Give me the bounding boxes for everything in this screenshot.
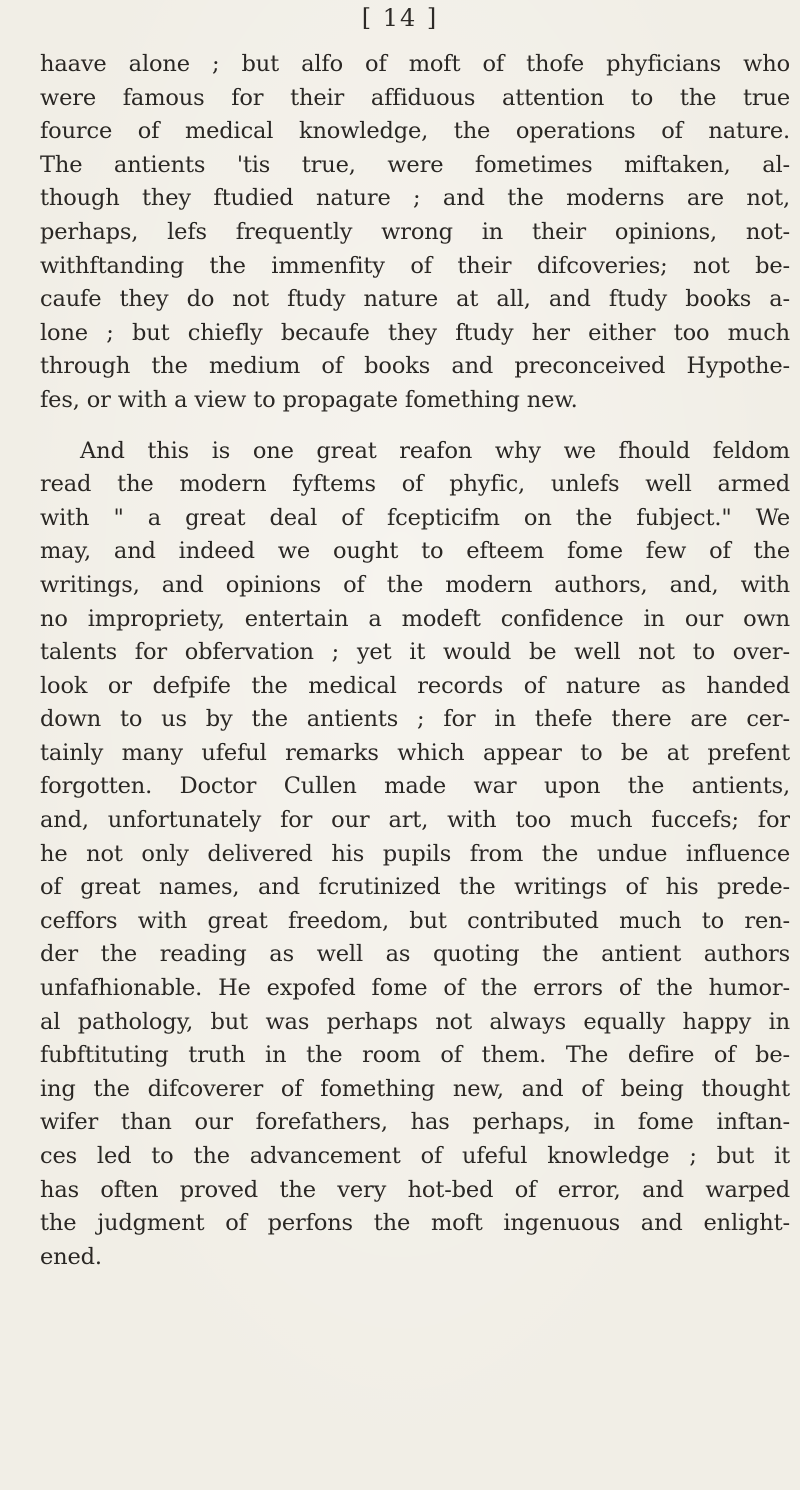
text-line: lone ; but chiefly becaufe they ftudy her either too much [40, 319, 790, 346]
text-line: read the modern fyftems of phyfic, unlefs well armed [40, 471, 790, 498]
text-line: talents for obfervation ; yet it would be well not to over- [40, 639, 790, 666]
text-line: unfafhionable. He expofed fome of the errors of the humor- [40, 975, 790, 1002]
text-line: fource of medical knowledge, the operations of nature. [40, 118, 790, 145]
text-line: ces led to the advancement of ufeful knowledge ; but it [40, 1143, 790, 1169]
text-line: has often proved the very hot-bed of error, and warped [40, 1176, 790, 1203]
paragraph-2 [40, 435, 790, 1275]
body-text [40, 48, 790, 1274]
text-line: der the reading as well as quoting the antient authors [40, 941, 790, 968]
text-line: look or defpife the medical records of nature as handed [40, 672, 790, 699]
text-line: through the medium of books and preconceived Hypothe- [40, 353, 790, 380]
text-line: perhaps, lefs frequently wrong in their opinions, not- [40, 218, 790, 245]
text-line: the judgment of perfons the moft ingenuous and enlight- [40, 1210, 790, 1237]
text-line: writings, and opinions of the modern authors, and, with [40, 571, 790, 598]
text-line: al pathology, but was perhaps not always equally happy in [40, 1008, 790, 1035]
page-number: [ 14 ] [361, 4, 439, 32]
text-line: of great names, and fcrutinized the writings of his prede- [40, 874, 790, 901]
text-line: And this is one great reafon why we fhould feldom [80, 437, 790, 464]
text-line: tainly many ufeful remarks which appear to be at prefent [40, 739, 790, 766]
text-line: ing the difcoverer of fomething new, and of being thought [40, 1075, 790, 1102]
text-line: caufe they do not ftudy nature at all, and ftudy books a- [40, 286, 790, 313]
text-line: The antients 'tis true, were fometimes miftaken, al- [40, 151, 790, 178]
text-line: may, and indeed we ought to efteem fome few of the [40, 538, 790, 565]
text-line: wifer than our forefathers, has perhaps, in fome inftan- [40, 1109, 790, 1136]
text-line: he not only delivered his pupils from the undue influence [40, 840, 790, 867]
text-line: ceffors with great freedom, but contributed much to ren- [40, 907, 790, 934]
text-line: forgotten. Doctor Cullen made war upon the antients, [40, 773, 790, 800]
text-line: no impropriety, entertain a modeft confidence in our own [40, 605, 790, 632]
text-line: withftanding the immenfity of their difcoveries; not be- [40, 252, 790, 279]
text-line: haave alone ; but alfo of moft of thofe phyficians who [40, 51, 790, 77]
text-line: ened. [40, 1243, 102, 1270]
text-line: were famous for their affiduous attention to the true [40, 84, 790, 111]
text-line: fubftituting truth in the room of them. The defire of be- [40, 1042, 790, 1069]
text-line: with " a great deal of fcepticifm on the fubject." We [40, 504, 790, 531]
text-line: and, unfortunately for our art, with too much fuccefs; for [40, 807, 790, 834]
paragraph-1 [40, 48, 790, 418]
text-line: fes, or with a view to propagate fomething new. [40, 386, 578, 413]
text-line: though they ftudied nature ; and the moderns are not, [40, 185, 790, 212]
text-line: down to us by the antients ; for in thefe there are cer- [40, 706, 790, 733]
